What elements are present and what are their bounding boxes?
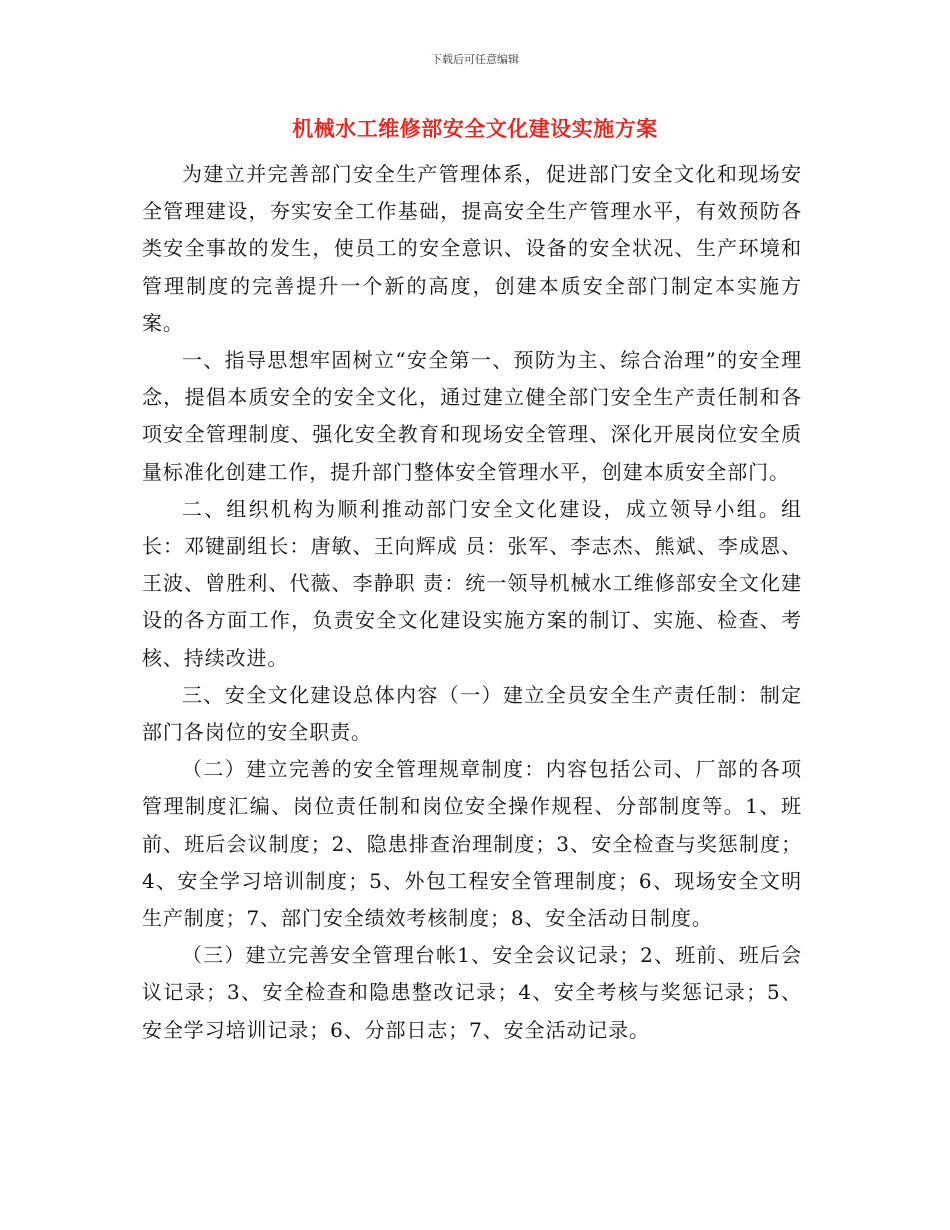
rules-system-paragraph: （二）建立完善的安全管理规章制度：内容包括公司、厂部的各项管理制度汇编、岗位责任制和岗位安全操作规程、分部制度等。1、班前、班后会议制度；2、隐患排查治理制度；3、安全检查与奖惩制度；4、安全学习培训制度；5、外包工程安全管理制度；6、现场安全文明生产制度；7、部门安全绩效考核制度；8、安全活动日制度。	[142, 757, 802, 931]
document-title: 机械水工维修部安全文化建设实施方案	[292, 116, 658, 141]
guiding-ideology-paragraph: 一、指导思想牢固树立“安全第一、预防为主、综合治理”的安全理念，提倡本质安全的安全文化，通过建立健全部门安全生产责任制和各项安全管理制度、强化安全教育和现场安全管理、深化开展岗位安全质量标准化创建工作，提升部门整体安全管理水平，创建本质安全部门。	[142, 348, 802, 484]
page-header-note: 下载后可任意编辑	[431, 53, 519, 66]
content-overview-paragraph: 三、安全文化建设总体内容（一）建立全员安全生产责任制：制定部门各岗位的安全职责。	[142, 682, 802, 745]
intro-paragraph: 为建立并完善部门安全生产管理体系，促进部门安全文化和现场安全管理建设，夯实安全工作基础，提高安全生产管理水平，有效预防各类安全事故的发生，使员工的安全意识、设备的安全状况、生产环境和管理制度的完善提升一个新的高度，创建本质安全部门制定本实施方案。	[142, 162, 802, 335]
document-body	[142, 156, 802, 1049]
ledger-paragraph: （三）建立完善安全管理台帐1、安全会议记录；2、班前、班后会议记录；3、安全检查和隐患整改记录；4、安全考核与奖惩记录；5、安全学习培训记录；6、分部日志；7、安全活动记录。	[142, 943, 802, 1042]
organization-paragraph: 二、组织机构为顺利推动部门安全文化建设，成立领导小组。组长：邓键副组长：唐敏、王向辉成 员：张军、李志杰、熊斌、李成恩、王波、曾胜利、代薇、李静职 责：统一领导机械水工维修部安全文化建设的各方面工作，负责安全文化建设实施方案的制订、实施、检查、考核、持续改进。	[142, 496, 802, 670]
